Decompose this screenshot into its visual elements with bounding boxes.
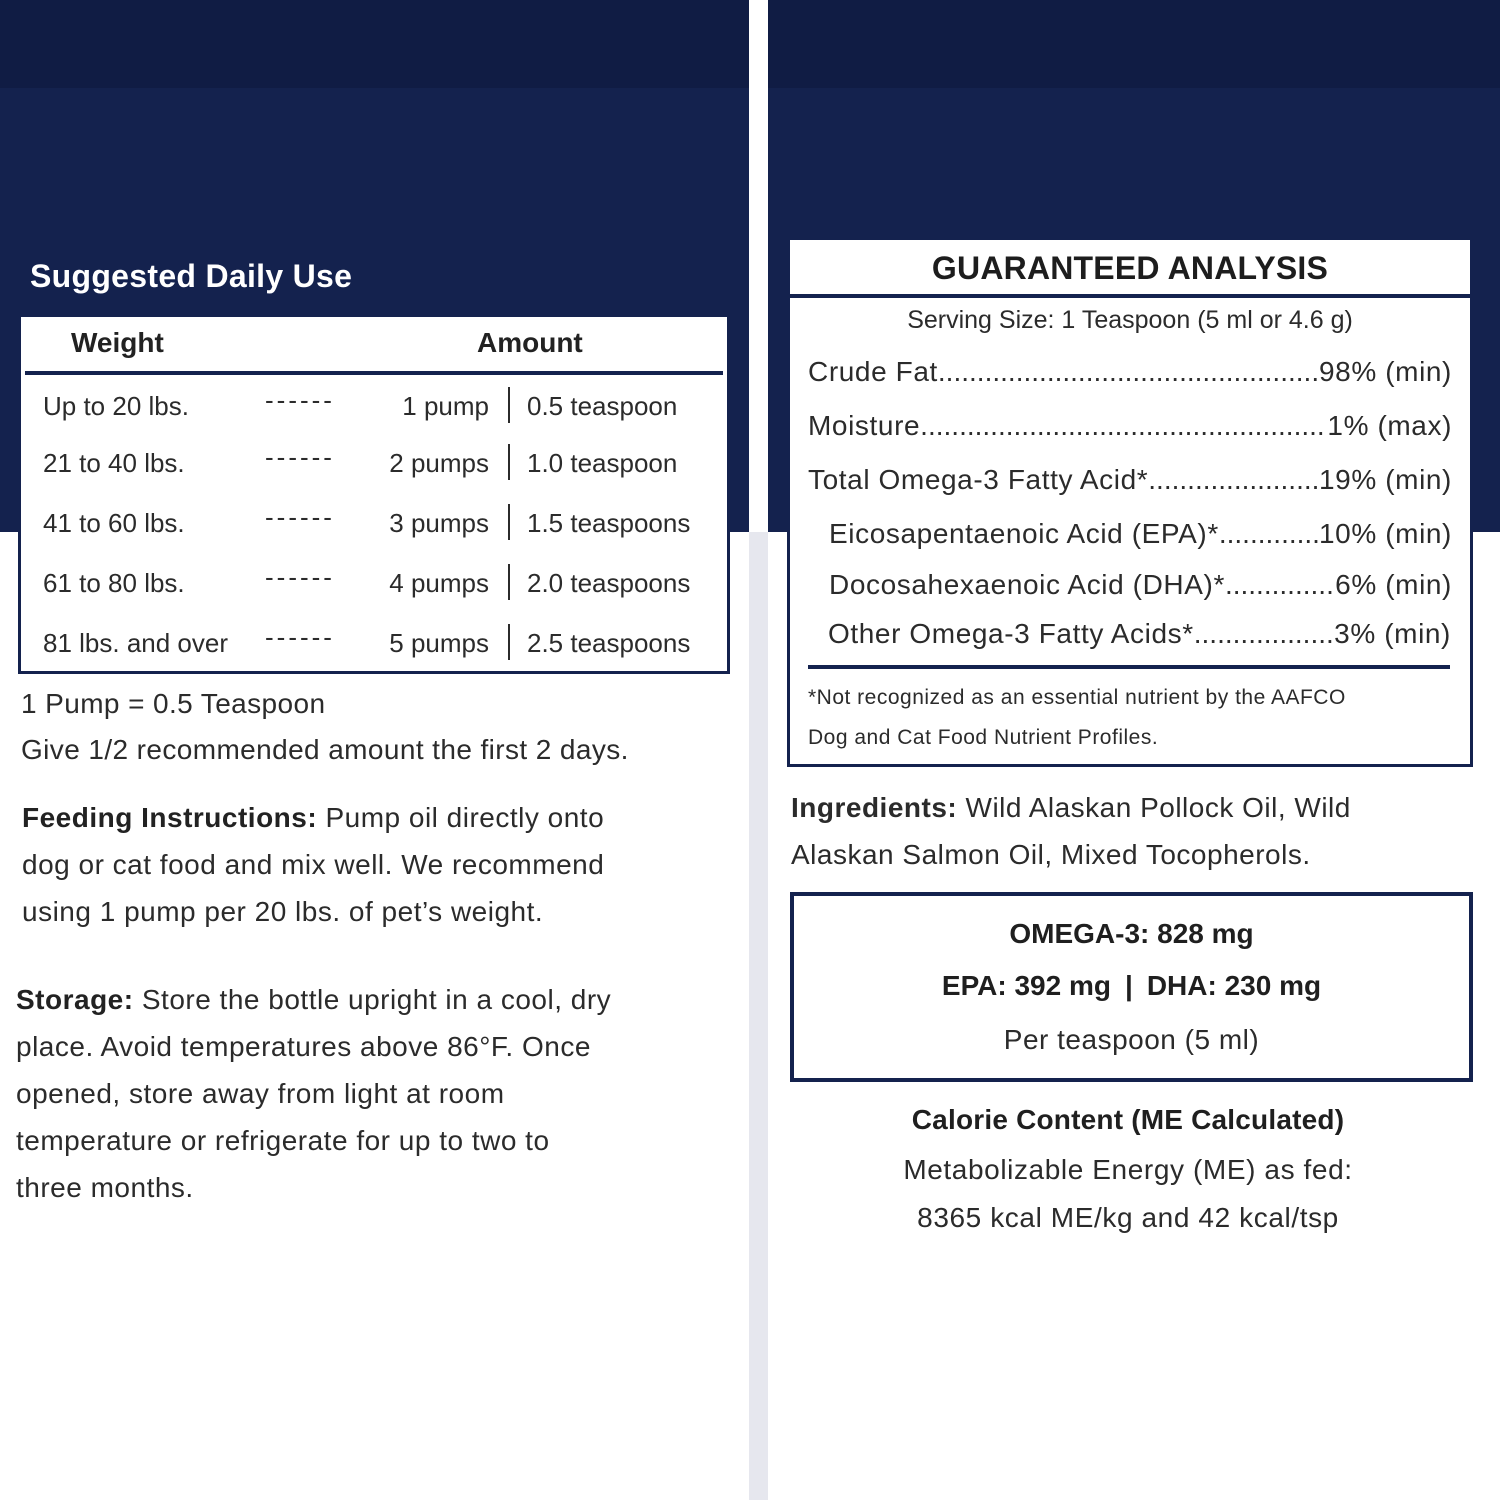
serving-size: Serving Size: 1 Teaspoon (5 ml or 4.6 g) (907, 306, 1353, 334)
feeding-line: Pump oil directly onto (317, 802, 605, 833)
omega-summary-box (790, 892, 1473, 1082)
feeding-instructions (22, 794, 604, 935)
analysis-label: Docosahexaenoic Acid (DHA)* (829, 569, 1225, 600)
analysis-row (808, 410, 1452, 450)
table-header (25, 317, 723, 375)
panel-divider-top (749, 0, 768, 532)
ingredients-line: Alaskan Salmon Oil, Mixed Tocopherols. (791, 839, 1311, 870)
leader-dots (1225, 569, 1335, 601)
row-weight: Up to 20 lbs. (43, 391, 189, 421)
analysis-footnote (808, 678, 1458, 758)
analysis-label: Eicosapentaenoic Acid (EPA)* (829, 518, 1219, 549)
per-teaspoon-note: Per teaspoon (5 ml) (1003, 1024, 1260, 1055)
leader-dots (1194, 618, 1334, 650)
suggested-daily-use-title: Suggested Daily Use (30, 258, 353, 294)
guaranteed-analysis-box (787, 237, 1473, 767)
row-separator-bar (508, 387, 510, 423)
footnote-line: *Not recognized as an essential nutrient by the AAFCO (808, 686, 1346, 709)
row-pumps: 1 pump (402, 391, 489, 421)
analysis-value: 10% (min) (1319, 518, 1452, 549)
row-pumps: 5 pumps (389, 628, 489, 658)
storage-line: opened, store away from light at room (16, 1078, 505, 1109)
row-dashes: ------ (265, 622, 335, 652)
analysis-value: 19% (min) (1319, 464, 1452, 495)
table-row (21, 387, 727, 427)
analysis-value: 6% (min) (1335, 569, 1452, 600)
ingredients-label: Ingredients: (791, 792, 958, 823)
ingredients-line: Wild Alaskan Pollock Oil, Wild (957, 792, 1351, 823)
table-row (21, 564, 727, 604)
row-teaspoons: 1.5 teaspoons (527, 508, 691, 538)
calorie-line: Metabolizable Energy (ME) as fed: (903, 1154, 1353, 1185)
row-dashes: ------ (265, 385, 335, 415)
analysis-row (829, 569, 1452, 609)
analysis-value: 3% (min) (1334, 618, 1451, 649)
row-teaspoons: 0.5 teaspoon (527, 391, 678, 421)
storage-line: place. Avoid temperatures above 86°F. Once (16, 1031, 591, 1062)
storage-line: temperature or refrigerate for up to two to (16, 1125, 550, 1156)
table-row (21, 624, 727, 664)
storage-instructions (16, 976, 611, 1211)
omega-total: OMEGA-3: 828 mg (1009, 918, 1254, 949)
row-weight: 81 lbs. and over (43, 628, 229, 658)
analysis-row (808, 356, 1452, 396)
calorie-title: Calorie Content (ME Calculated) (911, 1104, 1345, 1135)
left-top-strip (0, 0, 749, 88)
analysis-row (829, 518, 1452, 558)
amount-column-header: Amount (477, 327, 583, 358)
analysis-row (808, 464, 1452, 504)
daily-use-table (18, 314, 730, 674)
guaranteed-analysis-title: GUARANTEED ANALYSIS (790, 240, 1470, 298)
row-teaspoons: 2.0 teaspoons (527, 568, 691, 598)
ingredients (791, 784, 1351, 878)
row-pumps: 2 pumps (389, 448, 489, 478)
epa-amount: EPA: 392 mg (941, 970, 1111, 1001)
calorie-line: 8365 kcal ME/kg and 42 kcal/tsp (917, 1202, 1339, 1233)
feeding-line: using 1 pump per 20 lbs. of pet’s weight. (22, 896, 544, 927)
analysis-divider (808, 665, 1450, 669)
row-separator-bar (508, 504, 510, 540)
leader-dots (920, 410, 1327, 442)
row-separator-bar (508, 564, 510, 600)
calorie-content (778, 1098, 1478, 1242)
leader-dots (938, 356, 1319, 388)
weight-column-header: Weight (71, 327, 164, 358)
storage-line: three months. (16, 1172, 194, 1203)
feeding-line: dog or cat food and mix well. We recommend (22, 849, 605, 880)
leader-dots (1219, 518, 1319, 550)
row-teaspoons: 1.0 teaspoon (527, 448, 678, 478)
analysis-label: Other Omega-3 Fatty Acids* (828, 618, 1194, 649)
table-row (21, 504, 727, 544)
row-weight: 21 to 40 lbs. (43, 448, 185, 478)
feeding-instructions-label: Feeding Instructions: (22, 802, 318, 833)
row-teaspoons: 2.5 teaspoons (527, 628, 691, 658)
analysis-row (828, 618, 1451, 658)
dha-amount: DHA: 230 mg (1146, 970, 1322, 1001)
row-dashes: ------ (265, 502, 335, 532)
epa-dha-line (794, 970, 1469, 1002)
row-weight: 41 to 60 lbs. (43, 508, 185, 538)
row-pumps: 3 pumps (389, 508, 489, 538)
row-separator-bar (508, 444, 510, 480)
row-dashes: ------ (265, 562, 335, 592)
storage-label: Storage: (16, 984, 134, 1015)
right-top-strip (768, 0, 1500, 88)
analysis-label: Total Omega-3 Fatty Acid* (808, 464, 1149, 495)
leader-dots (1148, 464, 1319, 496)
analysis-label: Moisture (808, 410, 921, 441)
analysis-value: 1% (max) (1327, 410, 1452, 441)
row-separator-bar (508, 624, 510, 660)
row-pumps: 4 pumps (389, 568, 489, 598)
analysis-value: 98% (min) (1319, 356, 1452, 387)
pump-conversion-note: 1 Pump = 0.5 Teaspoon (21, 688, 326, 719)
first-days-note: Give 1/2 recommended amount the first 2 days. (21, 734, 629, 765)
footnote-line: Dog and Cat Food Nutrient Profiles. (808, 726, 1159, 749)
row-dashes: ------ (265, 442, 335, 472)
storage-line: Store the bottle upright in a cool, dry (133, 984, 612, 1015)
epa-dha-separator: | (1124, 970, 1133, 1001)
analysis-label: Crude Fat (808, 356, 938, 387)
table-row (21, 444, 727, 484)
row-weight: 61 to 80 lbs. (43, 568, 185, 598)
